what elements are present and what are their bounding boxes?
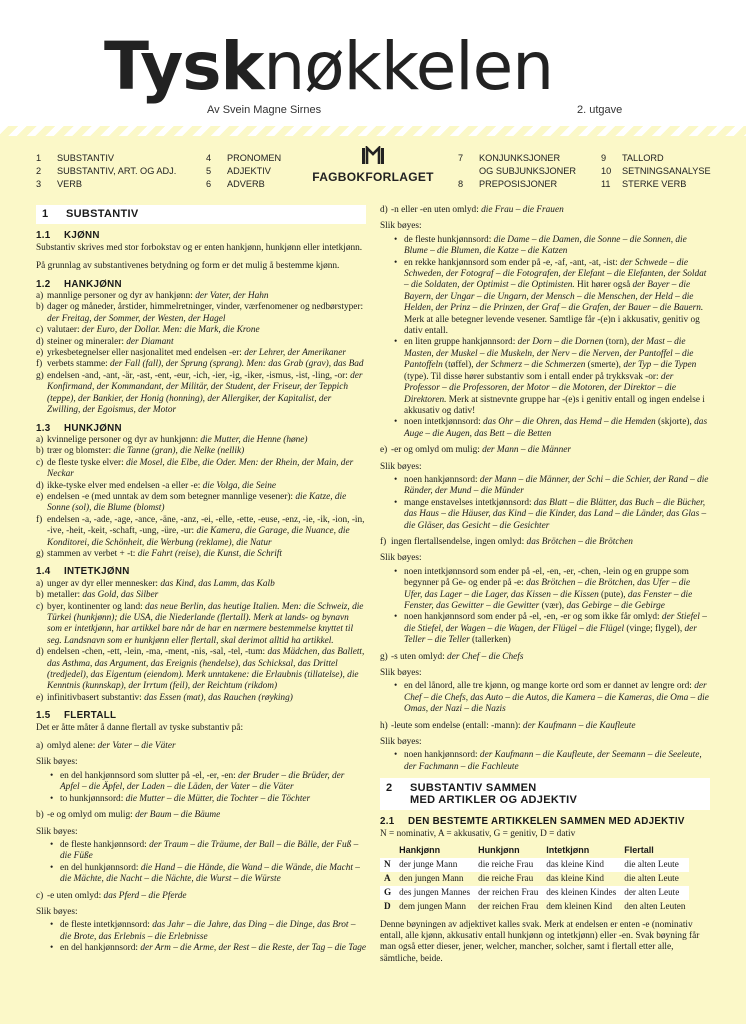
paragraph: Substantiv skrives med stor forbokstav og er enten hankjønn, hunkjønn eller intetkjønn. — [36, 242, 363, 253]
toc-column-2 — [206, 152, 281, 191]
list-item: e) endelsen -e (med unntak av dem som betegner mannlige vesener): die Katze, die Sonne (sol), die Blume (blomst) — [36, 491, 347, 514]
section-2-heading: 2 SUBSTANTIV SAMMEN MED ARTIKLER OG ADJEKTIV — [380, 778, 710, 810]
slik-label: Slik bøyes: — [380, 737, 422, 748]
subsection-heading: 2.1 DEN BESTEMTE ARTIKKELEN SAMMEN MED ADJEKTIV — [380, 816, 685, 828]
toc-item[interactable]: 4 PRONOMEN — [206, 153, 282, 163]
table-row: D dem jungen Mann der reichen Frau dem kleinen Kind den alten Leuten — [384, 900, 686, 911]
edition-label: 2. utgave — [577, 104, 623, 116]
toc-column-3 — [458, 152, 576, 191]
article-adjective-table — [380, 844, 689, 913]
author-byline: Av Svein Magne Sirnes — [207, 104, 322, 116]
bullet-item: • noen intetkjønnsord: das Ohr – die Ohren, das Hemd – die Hemden (skjorte), das Auge – die Augen, das Bett – die Betten — [394, 417, 708, 439]
table-header-row: Hankjønn Hunkjønn Intetkjønn Flertall — [399, 845, 654, 856]
list-item: c) de fleste tyske elver: die Mosel, die Elbe, die Oder. Men: der Rhein, der Main, der Neckar — [36, 457, 354, 480]
list-item: b) trær og blomster: die Tanne (gran), die Nelke (nellik) — [36, 446, 245, 457]
list-item: f) verbets stamme: der Fall (fall), der Sprung (sprang). Men: das Grab (grav), das Bad — [36, 359, 364, 370]
list-item: e) -er og omlyd om mulig: der Mann – die Männer — [380, 445, 571, 456]
bullet-item: • en del lånord, alle tre kjønn, og mange korte ord som er dannet av lengre ord: der Chef – die Chefs, das Auto – die Autos, die Kamera – die Kameras, die Oma – die Omas, der Nazi – die Nazis — [394, 681, 709, 715]
toc-column-4 — [601, 152, 711, 191]
slik-label: Slik bøyes: — [380, 668, 422, 679]
list-item: g) stammen av verbet + -t: die Fahrt (reise), die Kunst, die Schrift — [36, 548, 282, 559]
slik-label: Slik bøyes: — [36, 757, 78, 768]
list-item: e) infinitivbasert substantiv: das Essen (mat), das Rauchen (røyking) — [36, 692, 293, 703]
case-legend: N = nominativ, A = akkusativ, G = genitiv, D = dativ — [380, 828, 576, 839]
list-item: c) valutaer: der Euro, der Dollar. Men: die Mark, die Krone — [36, 325, 260, 336]
header-stripe-divider — [0, 126, 746, 136]
bullet-item: • noen hankjønnsord: der Mann – die Männer, der Schi – die Schier, der Rand – die Ränder, der Mund – die Münder — [394, 474, 709, 497]
list-item: b) -e og omlyd om mulig: der Baum – die Bäume — [36, 810, 221, 821]
list-item: b) metaller: das Gold, das Silber — [36, 590, 159, 601]
list-item: f) endelsen -a, -ade, -age, -ance, -äne, -anz, -ei, -elle, -ette, -euse, -enz, -ie, -ik, -ion, -in, -ive, -heit, -keit, -schaft, -ung, -üre, -ur: die Kamera, die Garage, die Nuance, die Konditorei, die Schönheit, die Werbung (reklame), die Natur — [36, 514, 365, 548]
right-column — [380, 205, 710, 967]
paragraph: På grunnlag av substantivenes betydning og form er det mulig å bestemme kjønn. — [36, 261, 340, 272]
list-item: f) ingen flertallsendelse, ingen omlyd: das Brötchen – die Brötchen — [380, 536, 633, 547]
slik-label: Slik bøyes: — [36, 906, 78, 917]
list-item: h) -leute som endelse (entall: -mann): der Kaufmann – die Kaufleute — [380, 720, 636, 731]
table-row: A den jungen Mann die reiche Frau das kleine Kind die alten Leute — [384, 872, 679, 883]
bullet-item: • de fleste hankjønnsord: der Traum – die Träume, der Ball – die Bälle, der Fuß – die Füße — [50, 839, 359, 862]
bullet-item: • noen intetkjønnsord som ender på -el, -en, -er, -chen, -lein og en gruppe som begynner på Ge- og ender på -e: das Brötchen – die Brötchen, das Ufer – die Ufer, das Lager – die Lager, das Kissen – die Kissen (pute), das Fenster – die Fenster, das Gewitter – die Gewitter (vær), das Gebirge – die Gebirge — [394, 566, 693, 611]
list-item: g) endelsen -and, -ant, -är, -ast, -ent, -eur, -ich, -ier, -ig, -iker, -ismus, -ist, -ling, -or: der Konfirmand, der Kommandant, der Militär, der Student, der Friseur, der Teppich (teppe), der Bankier, der Honig (honning), der Allergiker, der Kapitalist, der Zwilling, der Egoismus, der Motor — [36, 370, 363, 416]
toc-item[interactable]: 9 TALLORD — [601, 153, 664, 163]
toc-item[interactable]: 11 STERKE VERB — [601, 179, 687, 189]
bullet-item: • en liten gruppe hankjønnsord: der Dorn – die Dornen (torn), der Mast – die Masten, der Muskel – die Muskeln, der Nerv – die Nerven, der Pantoffel – die Pantoffeln (tøffel), der Schmerz – die Schmerzen (smerte), der Typ – die Typen (type). Til disse hører substantiv som i entall ender på trykksvak -or: der Professor – die Professoren, der Motor – die Motoren, der Direktor – die Direktoren. Merk at sistnevnte gruppe har -(e)s i genitiv entall og ingen endelse i akkusativ og dativ! — [394, 337, 705, 416]
page-title — [104, 26, 553, 108]
bullet-item: • noen hankjønnsord som ender på -el, -en, -er og som ikke får omlyd: der Stiefel – die Stiefel, der Wagen – die Wagen, der Flügel – die Flügel (vinge; flygel), der Teller – die Teller (tallerken) — [394, 612, 707, 646]
toc-item[interactable]: OG SUBJUNKSJONER — [479, 166, 576, 176]
section-1-heading: 1 SUBSTANTIV — [36, 205, 366, 224]
list-item: d) steiner og mineraler: der Diamant — [36, 336, 174, 347]
bullet-item: • de fleste intetkjønnsord: das Jahr – die Jahre, das Ding – die Dinge, das Brot – die Brote, das Erlebnis – die Erlebnisse — [50, 920, 356, 942]
subsection-heading: 1.2 HANKJØNN — [36, 278, 122, 290]
bullet-item: • en del hankjønnsord som slutter på -el, -er, -en: der Bruder – die Brüder, der Apfel – die Äpfel, der Laden – die Läden, der Vater – die Väter — [50, 770, 345, 793]
bullet-item: • en del hankjønnsord: der Arm – die Arme, der Rest – die Reste, der Tag – die Tage — [50, 943, 367, 954]
list-item: e) yrkesbetegnelser eller nasjonalitet med endelsen -er: der Lehrer, der Amerikaner — [36, 348, 346, 359]
title-bold-part: Tysk — [104, 28, 264, 105]
left-column — [36, 205, 366, 955]
toc-item[interactable]: 10 SETNINGSANALYSE — [601, 166, 711, 176]
list-item: c) -e uten omlyd: das Pferd – die Pferde — [36, 890, 187, 901]
bullet-item: • to hunkjønnsord: die Mutter – die Mütter, die Tochter – die Töchter — [50, 793, 311, 804]
slik-label: Slik bøyes: — [380, 221, 422, 232]
bullet-item: • en rekke hankjønnsord som ender på -e, -af, -ant, -at, -ist: der Schwede – die Schweden, der Fotograf – die Fotografen, der Elefant – die Elefanten, der Soldat – die Soldaten, der Optimist – die Optimisten. Hit hører også der Bayer – die Bayern, der Ungar – die Ungarn, der Mensch – die Menschen, der Held – die Helden, der Prinz – die Prinzen, der Graf – die Grafen, der Bauer – die Bauern. Merk at alle betegner levende vesener. Samtlige får -(e)n i akkusativ, genitiv og dativ entall. — [394, 257, 707, 337]
list-item: a) mannlige personer og dyr av hankjønn: der Vater, der Hahn — [36, 291, 269, 302]
subsection-heading: 1.5 FLERTALL — [36, 710, 117, 722]
subsection-heading: 1.3 HUNKJØNN — [36, 422, 122, 434]
toc-item[interactable]: 6 ADVERB — [206, 179, 265, 189]
slik-label: Slik bøyes: — [380, 553, 422, 564]
publisher-name: FAGBOKFORLAGET — [312, 170, 434, 184]
list-item: g) -s uten omlyd: der Chef – die Chefs — [380, 651, 524, 662]
table-row: N der junge Mann die reiche Frau das kleine Kind die alten Leute — [380, 858, 689, 872]
toc-item[interactable]: 1 SUBSTANTIV — [36, 153, 115, 163]
slik-label: Slik bøyes: — [36, 826, 78, 837]
toc-item[interactable]: 3 VERB — [36, 179, 83, 189]
list-item: a) kvinnelige personer og dyr av hunkjønn: die Mutter, die Henne (høne) — [36, 434, 308, 445]
list-item: a) omlyd alene: der Vater – die Väter — [36, 741, 176, 752]
list-item: d) ikke-tyske elver med endelsen -a eller -e: die Volga, die Seine — [36, 480, 276, 491]
list-item: d) -n eller -en uten omlyd: die Frau – die Frauen — [380, 205, 564, 215]
list-item: a) unger av dyr eller mennesker: das Kind, das Lamm, das Kalb — [36, 578, 275, 589]
paragraph: Det er åtte måter å danne flertall av tyske substantiv på: — [36, 722, 244, 733]
bullet-item: • de fleste hunkjønnsord: die Dame – die Damen, die Sonne – die Sonnen, die Blume – die Blumen, die Katze – die Katzen — [394, 234, 687, 257]
slik-label: Slik bøyes: — [380, 461, 422, 472]
subsection-heading: 1.4 INTETKJØNN — [36, 566, 130, 578]
bullet-item: • en del hunkjønnsord: die Hand – die Hände, die Wand – die Wände, die Macht – die Mächte, die Nacht – die Nächte, die Wurst – die Würste — [50, 862, 360, 885]
toc-column-1 — [36, 152, 176, 191]
title-light-part: nøkkelen — [263, 28, 554, 105]
subsection-heading: 1.1 KJØNN — [36, 230, 100, 242]
bullet-item: • mange enstavelses intetkjønnsord: das Blatt – die Blätter, das Buch – die Bücher, das Haus – die Häuser, das Kind – die Kinder, das Land – die Länder, das Glas – die Gläser, das Gesicht – die Gesichter — [394, 497, 707, 531]
list-item: b) dager og måneder, årstider, himmelretninger, vinder, værfenomener og nedbørstyper: der Freitag, der Sommer, der Westen, der Hagel — [36, 302, 364, 324]
fagbokforlaget-logo-icon — [361, 146, 385, 166]
toc-item[interactable]: 7 KONJUNKSJONER — [458, 153, 561, 163]
toc-item[interactable]: 8 PREPOSISJONER — [458, 179, 558, 189]
list-item: c) byer, kontinenter og land: das neue Berlin, das heutige Italien. Men: die Schweiz, die Türkei (hunkjønn); die USA, die Niederlande (flertall). Merk at lands- og bynavn som er intetkjønn, har artikkel bare når de har en nærmere bestemmelse knyttet til seg. Landsnavn som er hunkjønn eller flertall, skal derimot alltid ha artikkel. — [36, 601, 364, 646]
list-item: d) endelsen -chen, -ett, -lein, -ma, -ment, -nis, -sal, -tel, -tum: das Mädchen, das Ballett, das Asthma, das Argument, das Ereignis (hendelse), das Schicksal, das Drittel (tredjedel), das Eigentum (eiendom). Merk unntakene: die Erlaubnis (tillatelse), die Kenntnis (kunnskap), der Irrtum (feil), der Reichtum (rikdom) — [36, 647, 365, 692]
closing-paragraph: Denne bøyningen av adjektivet kalles svak. Merk at endelsen er enten -e (nominativ entall, alle kjønn, akkusativ entall hunkjønn og intetkjønn) eller -en. Svak bøyning får man også etter dieser, jener, welcher, mancher, solcher, samt i flertall etter alle, sämtliche, beide. — [380, 919, 700, 964]
bullet-item: • noen hankjønnsord: der Kaufmann – die Kaufleute, der Seemann – die Seeleute, der Fachmann – die Fachleute — [394, 750, 702, 772]
toc-item[interactable]: 5 ADJEKTIV — [206, 166, 271, 176]
toc-item[interactable]: 2 SUBSTANTIV, ART. OG ADJ. — [36, 166, 177, 176]
table-row: G des jungen Mannes der reichen Frau des kleinen Kindes der alten Leute — [380, 886, 689, 900]
publisher-logo — [308, 146, 438, 184]
